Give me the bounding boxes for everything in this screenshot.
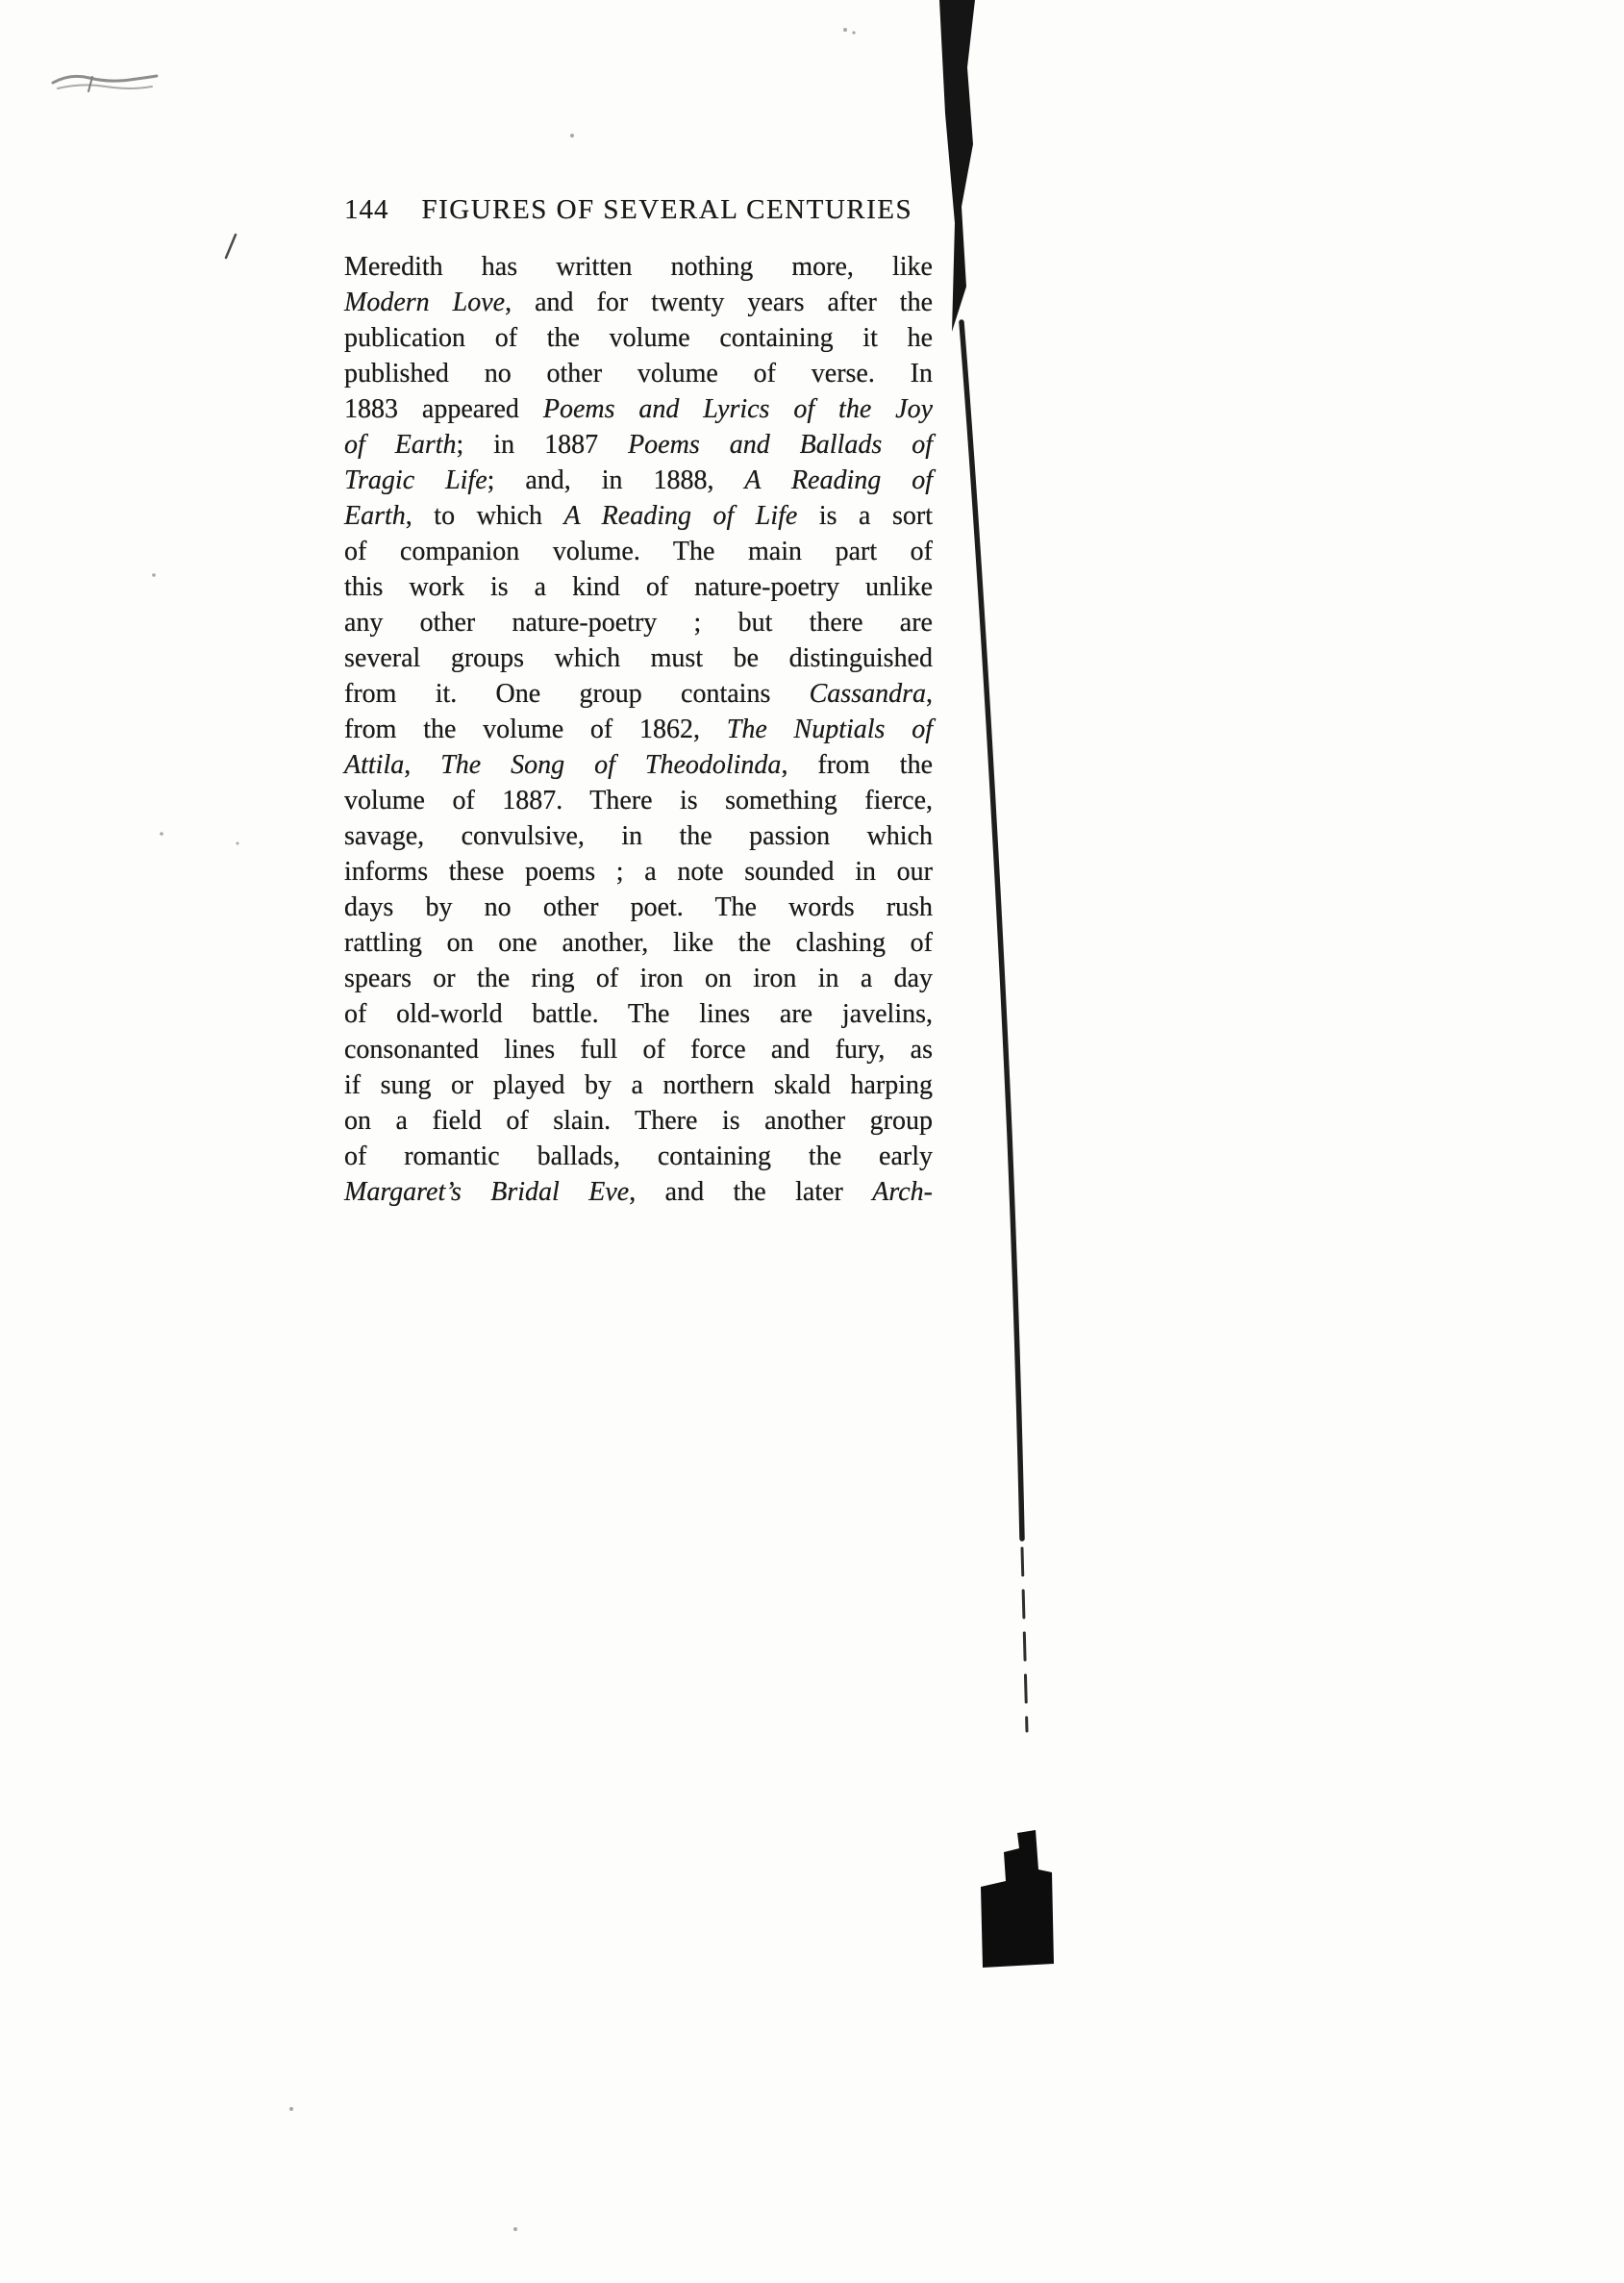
text-line — [344, 391, 933, 427]
italic-title-segment: Margaret’s Bridal Eve — [344, 1177, 630, 1207]
text-line — [344, 498, 933, 534]
text-segment: from it. One group contains — [344, 679, 810, 709]
text-line — [344, 783, 933, 818]
text-line — [344, 676, 933, 712]
text-segment: , to which — [405, 501, 564, 531]
italic-title-segment: Tragic Life — [344, 465, 487, 495]
text-line — [344, 1174, 933, 1210]
text-segment: savage, convulsive, in the passion which — [344, 821, 933, 851]
text-segment: publication of the volume containing it he — [344, 323, 933, 353]
text-line — [344, 747, 933, 783]
italic-title-segment: Cassandra — [809, 679, 926, 709]
italic-title-segment: Poems and Lyrics of the Joy — [542, 394, 933, 424]
text-segment: on a field of slain. There is another group — [344, 1106, 933, 1136]
text-segment: of romantic ballads, containing the early — [344, 1142, 933, 1171]
text-segment: is a sort — [797, 501, 933, 531]
text-segment: any other nature-poetry ; but there are — [344, 608, 933, 638]
text-line — [344, 356, 933, 391]
text-line — [344, 961, 933, 996]
text-segment: informs these poems ; a note sounded in our — [344, 857, 933, 887]
text-line — [344, 1139, 933, 1174]
text-segment: ; and, in 1888, — [487, 465, 745, 495]
text-line — [344, 854, 933, 890]
text-line — [344, 1032, 933, 1067]
text-line — [344, 320, 933, 356]
italic-title-segment: of Earth — [344, 430, 457, 460]
text-segment: spears or the ring of iron on iron in a day — [344, 964, 933, 993]
italic-title-segment: The Song of Theodolinda — [440, 750, 782, 780]
text-segment: , and the later — [629, 1177, 873, 1207]
body-text — [344, 249, 933, 1210]
text-line — [344, 605, 933, 640]
text-block — [344, 194, 933, 1210]
pencil-smudge — [53, 76, 157, 91]
text-segment: published no other volume of verse. In — [344, 359, 933, 389]
text-line — [344, 249, 933, 285]
text-segment: 1883 appeared — [344, 394, 543, 424]
text-line — [344, 1067, 933, 1103]
binding-shadow-line — [962, 322, 1022, 1539]
text-segment: ; in 1887 — [456, 430, 629, 460]
text-line — [344, 925, 933, 961]
italic-title-segment: The Nuptials of — [726, 715, 933, 744]
text-line — [344, 712, 933, 747]
text-line — [344, 569, 933, 605]
text-segment: from the volume of 1862, — [344, 715, 727, 744]
text-segment: of old-world battle. The lines are javelins, — [344, 999, 933, 1029]
text-line — [344, 996, 933, 1032]
stray-slash-mark — [226, 235, 236, 258]
text-line — [344, 285, 933, 320]
text-segment: consonanted lines full of force and fury, as — [344, 1035, 933, 1065]
text-line — [344, 818, 933, 854]
text-line — [344, 463, 933, 498]
text-line — [344, 427, 933, 463]
text-segment: of companion volume. The main part of — [344, 537, 933, 566]
text-line — [344, 1103, 933, 1139]
text-segment: volume of 1887. There is something fierce, — [344, 786, 933, 815]
text-segment: Meredith has written nothing more, like — [344, 252, 933, 282]
text-segment: this work is a kind of nature-poetry unlike — [344, 572, 933, 602]
page-header — [344, 194, 933, 226]
text-line — [344, 640, 933, 676]
italic-title-segment: A Reading of Life — [563, 501, 798, 531]
text-segment: , — [404, 750, 441, 780]
running-title: FIGURES OF SEVERAL CENTURIES — [421, 194, 913, 225]
text-segment: , from the — [781, 750, 933, 780]
italic-title-segment: A Reading of — [744, 465, 933, 495]
text-segment: days by no other poet. The words rush — [344, 892, 933, 922]
text-line — [344, 534, 933, 569]
page-number: 144 — [344, 194, 389, 225]
italic-title-segment: Arch- — [872, 1177, 933, 1207]
text-line — [344, 890, 933, 925]
italic-title-segment: Poems and Ballads of — [628, 430, 933, 460]
text-segment: , and for twenty years after the — [505, 288, 933, 317]
text-segment: if sung or played by a northern skald harping — [344, 1070, 933, 1100]
ink-blot — [981, 1830, 1054, 1968]
text-segment: rattling on one another, like the clashing of — [344, 928, 933, 958]
text-segment: several groups which must be distinguished — [344, 643, 933, 673]
binding-shadow-line-faint — [1022, 1548, 1027, 1731]
text-segment: , — [926, 679, 933, 709]
italic-title-segment: Modern Love — [344, 288, 506, 317]
binding-shadow-wedge — [939, 0, 975, 332]
italic-title-segment: Earth — [344, 501, 406, 531]
italic-title-segment: Attila — [344, 750, 405, 780]
